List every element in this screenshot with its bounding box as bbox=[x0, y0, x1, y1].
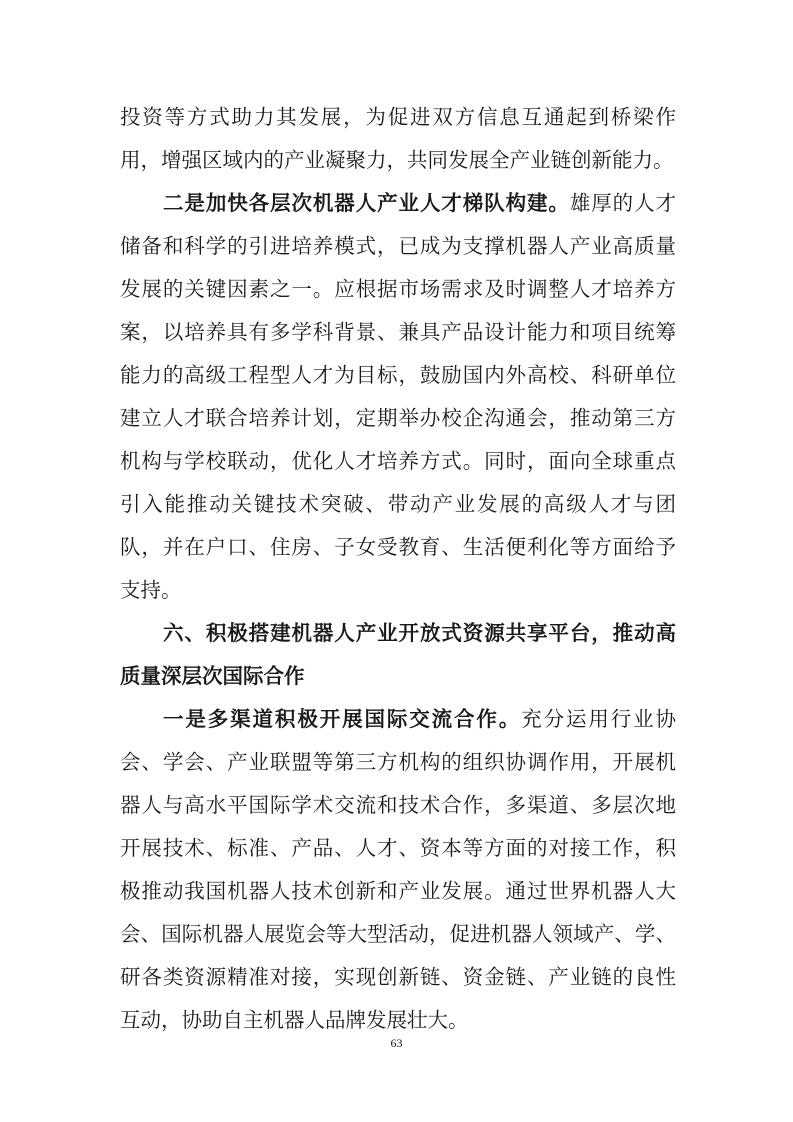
paragraph-line: 会、学会、产业联盟等第三方机构的组织协调作用，开展机 bbox=[120, 750, 676, 774]
paragraph-line: 器人与高水平国际学术交流和技术合作，多渠道、多层次地 bbox=[120, 793, 676, 817]
page-number: 63 bbox=[390, 1036, 403, 1050]
paragraph-line: 二是加快各层次机器人产业人才梯队构建。雄厚的人才 bbox=[163, 191, 677, 215]
paragraph-line: 用，增强区域内的产业凝聚力，共同发展全产业链创新能力。 bbox=[120, 148, 674, 172]
paragraph-line: 能力的高级工程型人才为目标，鼓励国内外高校、科研单位 bbox=[120, 363, 676, 387]
paragraph-line: 发展的关键因素之一。应根据市场需求及时调整人才培养方 bbox=[120, 277, 676, 301]
paragraph-line: 机构与学校联动，优化人才培养方式。同时，面向全球重点 bbox=[120, 449, 676, 473]
paragraph-line: 建立人才联合培养计划，定期举办校企沟通会，推动第三方 bbox=[120, 406, 676, 430]
paragraph-line: 会、国际机器人展览会等大型活动，促进机器人领域产、学、 bbox=[120, 922, 676, 946]
paragraph-line: 互动，协助自主机器人品牌发展壮大。 bbox=[120, 1008, 469, 1032]
paragraph-line: 支持。 bbox=[120, 578, 182, 602]
paragraph-line: 案，以培养具有多学科背景、兼具产品设计能力和项目统筹 bbox=[120, 320, 676, 344]
paragraph-line: 研各类资源精准对接，实现创新链、资金链、产业链的良性 bbox=[120, 965, 676, 989]
paragraph-line: 引入能推动关键技术突破、带动产业发展的高级人才与团 bbox=[120, 492, 676, 516]
paragraph-lead: 二是加快各层次机器人产业人才梯队构建。 bbox=[163, 191, 570, 215]
paragraph-line: 储备和科学的引进培养模式，已成为支撑机器人产业高质量 bbox=[120, 234, 676, 258]
paragraph-line: 队，并在户口、住房、子女受教育、生活便利化等方面给予 bbox=[120, 535, 676, 559]
section-heading: 六、积极搭建机器人产业开放式资源共享平台，推动高 bbox=[163, 621, 676, 645]
paragraph-lead: 一是多渠道积极开展国际交流合作。 bbox=[163, 707, 522, 731]
section-heading: 质量深层次国际合作 bbox=[120, 664, 305, 688]
paragraph-line: 投资等方式助力其发展，为促进双方信息互通起到桥梁作 bbox=[120, 105, 676, 129]
paragraph-line: 开展技术、标准、产品、人才、资本等方面的对接工作，积 bbox=[120, 836, 676, 860]
paragraph-line: 极推动我国机器人技术创新和产业发展。通过世界机器人大 bbox=[120, 879, 676, 903]
paragraph-line: 一是多渠道积极开展国际交流合作。充分运用行业协 bbox=[163, 707, 677, 731]
